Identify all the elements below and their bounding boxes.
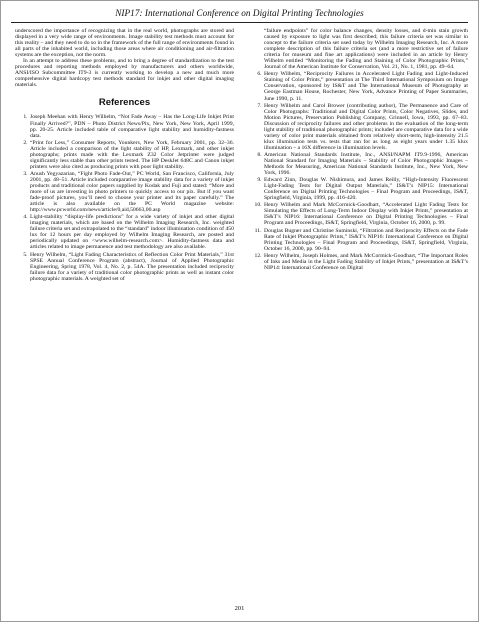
body-paragraph: underscored the importance of recognizing that in the real world, photographs are stored and displayed in a very wide range of environments. Image stability test methods must account for this reality – and they need to do so in the framework of the full range of environments found in all parts of the inhabited world, including those areas where air conditioning and air-filtration systems are the exception, not the norm. [15, 28, 234, 59]
reference-item: 1. Joseph Meehan with Henry Wilhelm, “Not Fade Away – Has the Long-Life Inkjet Print Finally Arrived?”, PDN – Photo District News/Pix, New York, New York, April 1999, pp. 20-25. Article included table of comparative light stability and humidity-fastness data. [29, 114, 234, 138]
body-paragraph: In an attempt to address these problems, and to bring a degree of standardization to the test procedures and reporting methods employed by manufacturers and others worldwide, ANSI/ISO Subcommittee IT9-3 is currently working to develop a new and much more comprehensive digital hardcopy test methods standard for inkjet and other digital imaging materials. [15, 58, 234, 89]
left-column [15, 28, 234, 283]
reference-item: 5. Henry Wilhelm, “Light Fading Characteristics of Reflection Color Print Materials,” 31st SPSE Annual Conference Program (abstract), Journal of Applied Photographic Engineering, Spring 1978, Vol. 4, No. 2, p. 54A. The presentation included reciprocity failure data for a variety of traditional color photographic prints as well as instant color photographic materials. A weighted set of [29, 252, 234, 282]
reference-item: 7. Henry Wilhelm and Carol Brower (contributing author), The Permanence and Care of Color Photographs: Traditional and Digital Color Prints, Color Negatives, Slides, and Motion Pictures, Preservation Publishing Company, Grinnell, Iowa, 1993, pp. 67–83. Discussion of reciprocity failures and other problems in the evaluation of the long-term light stability of traditional photographic prints; included are comparative data for a wide variety of color print materials obtained from relatively short-term, high-intensity 21.5 klux illumination tests vs. tests that ran for as long as eight years under 1.35 klux illumination – a 16X difference in illumination levels. [263, 103, 468, 151]
reference-item: 10. Henry Wilhelm and Mark McCormick-Goodhart, “Accelerated Light Fading Tests for Simulating the Effects of Long-Term Indoor Display with Inkjet Prints,” presentation at IS&T’s NIP16: International Conference on Digital Printing Technologies – Final Program and Proceedings, IS&T, Springfield, Virginia, October 16, 2000, p. 99. [263, 202, 468, 226]
reference-item: 9. Edward Zinn, Douglas W. Nishimura, and James Reilly, “High-Intensity Fluorescent Light-Fading Tests for Digital Output Materials,” IS&T’s NIP15: International Conference on Digital Printing Technologies – Final Program and Proceedings, IS&T, Springfield, Virginia, 1999, pp. 416-420. [263, 177, 468, 201]
right-column [249, 28, 468, 272]
reference-item-continuation: “failure endpoints” for color balance changes, density losses, and d-min stain growth caused by exposure to light was first described; this failure criteria set was similar in concept to the failure criteria set used today by Wilhelm Imaging Research, Inc. A more complete description of this failure criteria set (and a more restrictive set of failure criteria for museum and fine art applications) were included in an article by Henry Wilhelm entitled “Monitoring the Fading and Staining of Color Photographic Prints,” Journal of the American Institute for Conservation, Vol. 21, No. 1, 1981, pp. 49–64. [264, 28, 468, 71]
references-heading: References [98, 97, 151, 109]
reference-list [249, 71, 468, 271]
page-number: 201 [234, 605, 245, 612]
reference-item: 11. Douglas Bugner and Christine Suminski, “Filtration and Reciprocity Effects on the Fade Rate of Inkjet Photographic Prints,” IS&T’s NIP16: International Conference on Digital Printing Technologies – Final Program and Proceedings, IS&T, Springfield, Virginia, October 16, 2000, pp. 90–94. [263, 228, 468, 252]
reference-list-continued [249, 28, 468, 70]
reference-item: 3. Anush Yegyazarian, “Fight Photo Fade-Out,” PC World, San Francisco, California, July 2001, pp. 48–51. Article included comparative image stability data for a variety of inkjet products and traditional color papers supplied by Kodak and Fuji and stated: “More and more of us are investing in photo printers to quickly access to our pix. But if you want fade-proof pictures, you’ll need to choose your printer and its paper carefully.” The article is also available on the PC World magazine website: http://www.pcworld.com/news/article/0,aid,50663,00.asp [29, 171, 234, 213]
reference-item: 2. “Print for Less,” Consumer Reports, Younkers, New York, February 2001, pp. 32–36. Article included a comparison of the light stability of HP, Lexmark, and other inkjet photographs; prints made with the Lexmark Z32 Color Jetprinter were judged significantly less stable than other prints tested. The HP DeskJet 648C and Canon inkjet printers were also cited as producing prints with poor light stability. [29, 140, 234, 170]
reference-list [15, 114, 234, 281]
reference-item: 6. Henry Wilhelm, “Reciprocity Failures in Accelerated Light Fading and Light-Induced Staining of Color Prints,” presentation at The Third International Symposium on Image Conservation, sponsored by IS&T and The International Museum of Photography at George Eastman House, Rochester, New York, Advance Printing of Paper Summaries, June 1990, p. 11. [263, 71, 468, 101]
reference-item: 8. American National Standards Institute, Inc., ANSI/NAPM IT9.9-1996, American National Standard for Imaging Materials – Stability of Color Photographic Images – Methods for Measuring, American National Standards Institute, Inc., New York, New York, 1996. [263, 152, 468, 176]
running-header: NIP17: International Conference on Digital Printing Technologies [115, 8, 364, 18]
reference-item: 12. Henry Wilhelm, Joseph Holmes, and Mark McCormick-Goodhart, “The Important Roles of Inks and Media in the Light Fading Stability of Inkjet Prints,” presentation at IS&T’s NIP14: International Conference on Digital [263, 253, 468, 271]
header-rule [11, 22, 468, 23]
reference-item: 4. Light-stability “display-life predictions” for a wide variety of inkjet and other digital imaging materials, which are based on the Wilhelm Imaging Research, Inc. weighted failure criteria set and extrapolated to the “standard” indoor illumination condition of 450 lux for 12 hours per day employed by Wilhelm Imaging Research, are posted and periodically updated on <www.wilhelm-research.com>. Humidity-fastness data and articles related to image permanence and test methodology are also available. [29, 214, 234, 250]
